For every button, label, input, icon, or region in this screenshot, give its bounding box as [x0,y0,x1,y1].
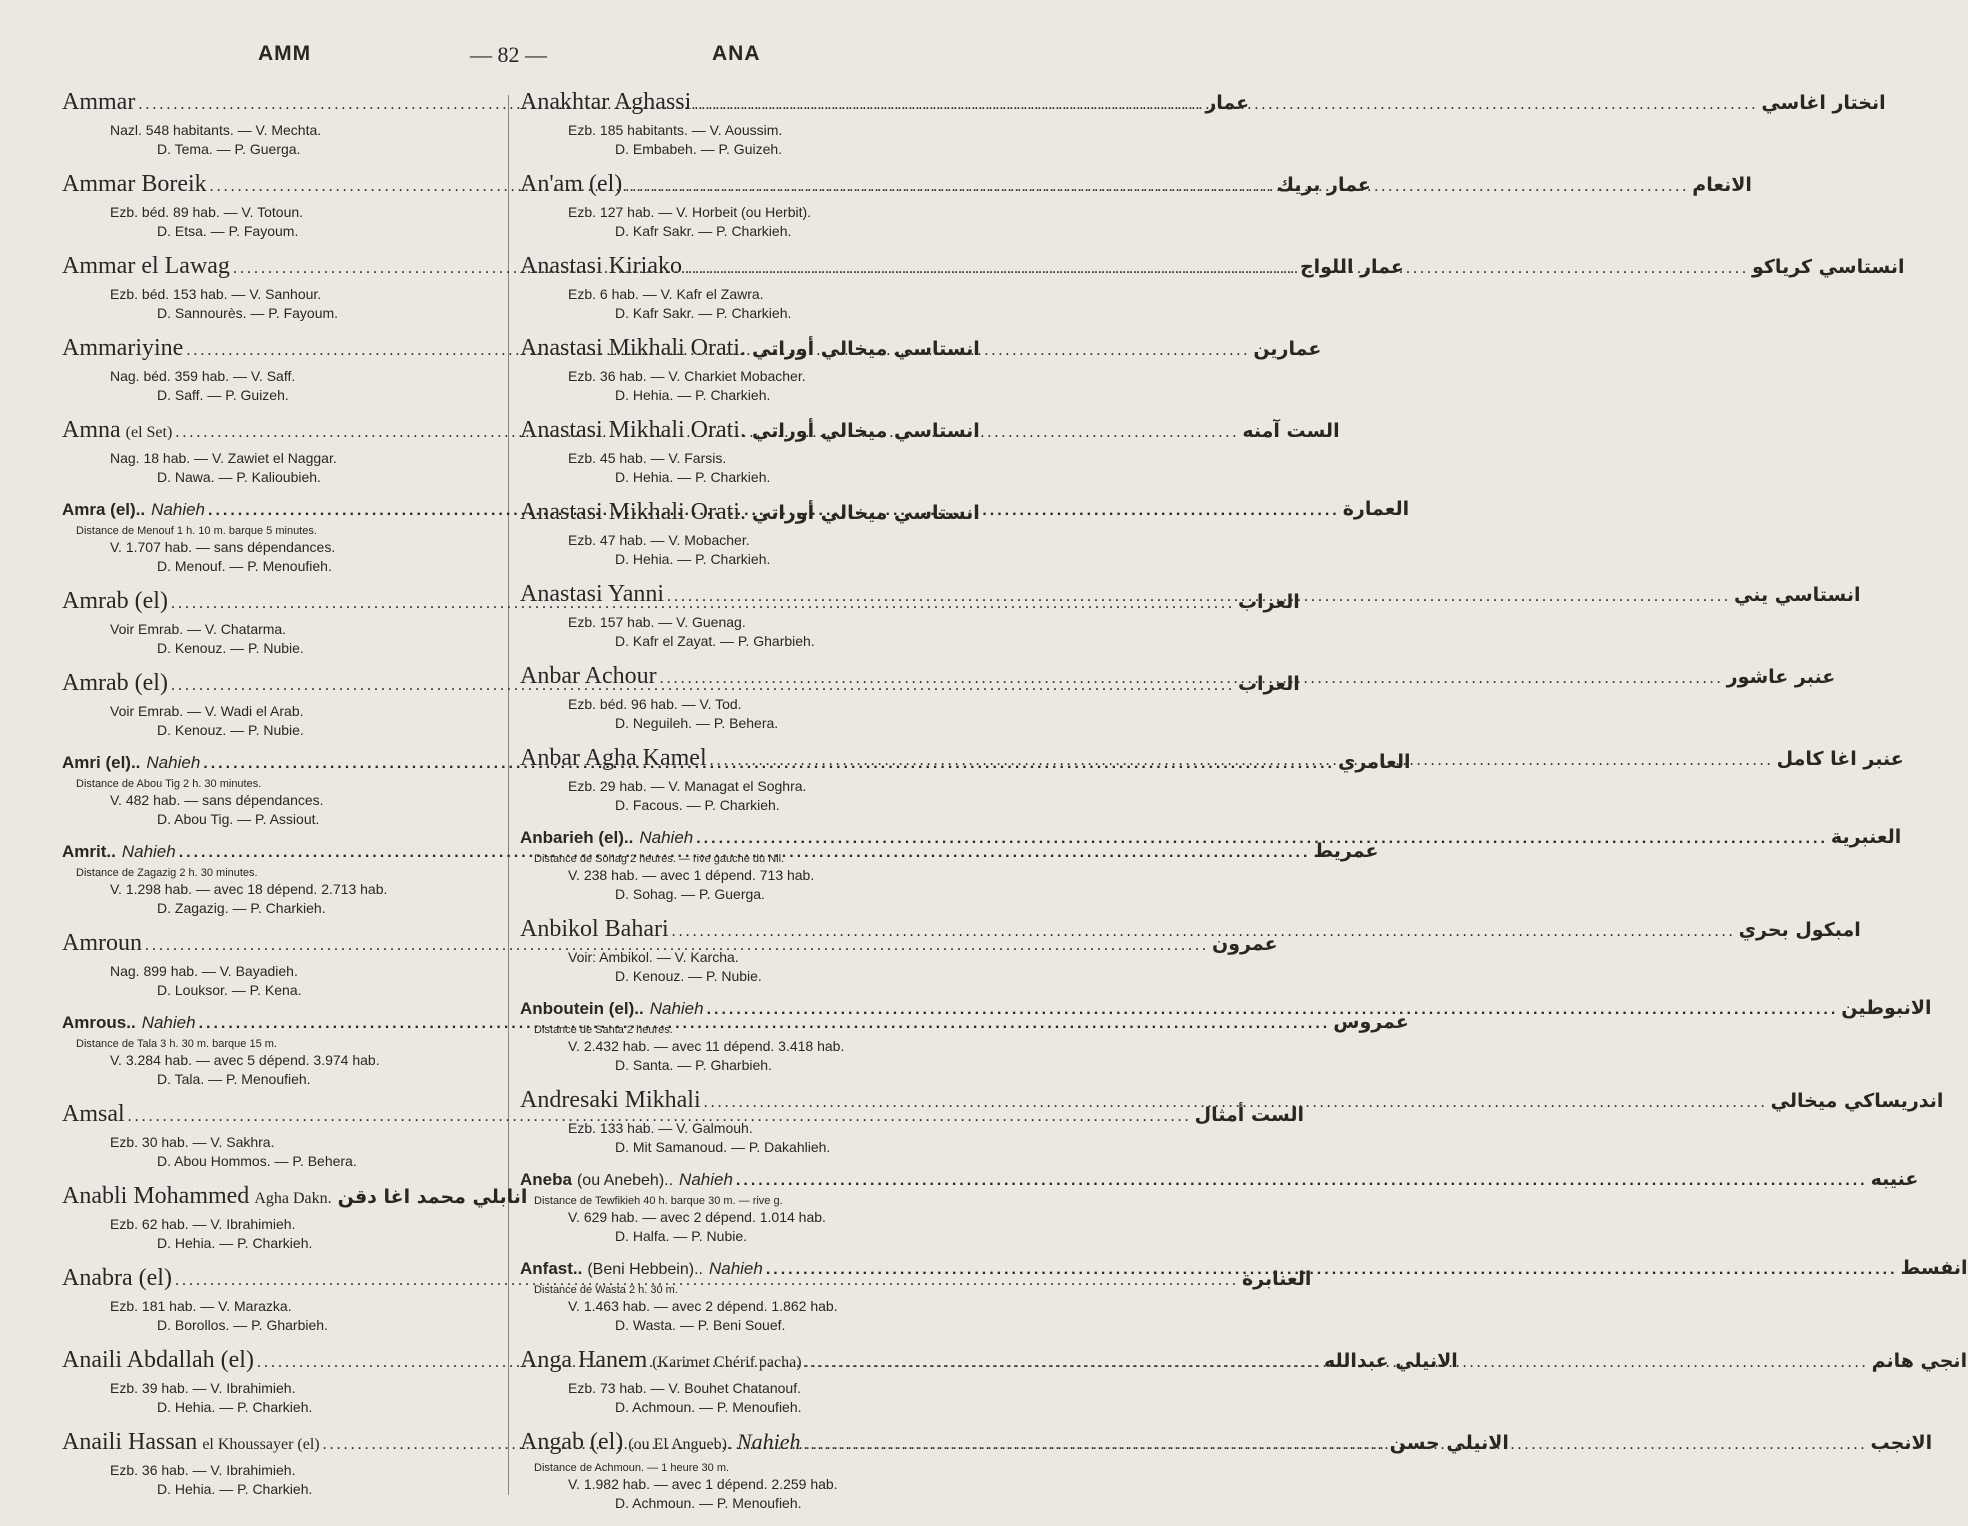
entry-spacer [520,904,958,913]
entry-details-line: Ezb. 39 hab. — V. Ibrahimieh. [110,1380,296,1396]
entry-arabic-name: انجي هانم [1871,1350,1968,1372]
entry-arabic-name: امبكول بحري [1738,919,1861,941]
entry-details-line: Ezb. 47 hab. — V. Mobacher. [568,532,750,548]
dot-leader [704,1087,1768,1119]
entry-type-label: Nahieh [121,842,176,861]
entry-district-line: D. Sohag. — P. Guerga. [615,886,765,902]
entry-district-line: D. Neguileh. — P. Behera. [615,715,779,731]
entry-district-line: D. Kenouz. — P. Nubie. [157,640,304,656]
dot-leader [667,581,1731,613]
entry-name: Anastasi Mikhali Orati. [520,499,746,525]
entry-name: Anbarieh (el).. [520,828,634,847]
entry-details-line: V. 1.707 hab. — sans dépendances. [110,539,336,555]
entry-arabic-name: عمروس [1333,1011,1409,1033]
entry-spacer [62,918,500,927]
entry-details-line: Ezb. 157 hab. — V. Guenag. [568,614,746,630]
entry-spacer [520,986,958,995]
entry-name: Anbar Agha Kamel [520,745,707,771]
entry-arabic-name: عمار اللواج [1299,256,1404,278]
entry-district-line: D. Saff. — P. Guizeh. [157,387,289,403]
entry-district-line: D. Achmoun. — P. Menoufieh. [615,1399,802,1415]
entry-type-label: Nahieh [141,1013,196,1032]
entry-type-label: Nahieh [151,500,206,519]
entry-spacer [520,323,958,332]
entry-details-line: Voir: Ambikol. — V. Karcha. [568,949,739,965]
entry-headword-line [520,496,980,531]
entry-district-line: D. Achmoun. — P. Menoufieh. [615,1495,802,1511]
entry-district-line: D. Borollos. — P. Gharbieh. [157,1317,328,1333]
dot-leader [685,253,1749,285]
entry-details-line: Ezb. 127 hab. — V. Horbeit (ou Herbit). [568,204,812,220]
entry-arabic-name: عمريط [1313,840,1379,862]
entry-spacer [62,487,500,496]
entry-spacer [520,1157,958,1166]
entry-name: An'am (el) [520,171,623,197]
entry-name: Anakhtar Aghassi [520,89,692,115]
entry-arabic-name: انابلي محمد اغا دقن [337,1186,528,1208]
entry-arabic-name: انستاسي يني [1734,584,1861,606]
entry-district-line: D. Hehia. — P. Charkieh. [157,1481,313,1497]
entry-district-line: D. Kenouz. — P. Nubie. [157,722,304,738]
entry-details-line: Ezb. 45 hab. — V. Farsis. [568,450,727,466]
entry-name: Andresaki Mikhali [520,1087,701,1113]
gazetteer-entry [520,496,980,569]
entry-arabic-name: اندريساكي ميخالي [1770,1090,1944,1112]
entry-details-line: V. 238 hab. — avec 1 dépend. 713 hab. [568,867,815,883]
entry-name: Anabra (el) [62,1265,172,1291]
entry-district-line: D. Kafr el Zayat. — P. Gharbieh. [615,633,815,649]
entry-district-line: D. Zagazig. — P. Charkieh. [157,900,326,916]
entry-arabic-name: انستاسي كرياكو [1751,256,1905,278]
entry-district-line: D. Hehia. — P. Charkieh. [157,1399,313,1415]
entry-type-label: Nahieh [736,1429,801,1454]
entry-name: Anboutein (el).. [520,999,644,1018]
entry-arabic-name: الست آمنه [1242,420,1340,442]
entry-spacer [62,658,500,667]
entry-spacer [62,241,500,250]
entry-name: Amsal [62,1101,125,1127]
entry-spacer [520,487,958,496]
entry-name: Amna [62,417,121,443]
entry-name-qualifier: (el Set) [125,424,173,441]
entry-name: Aneba [520,1170,572,1189]
entry-spacer [520,1335,958,1344]
entry-details-line: Voir Emrab. — V. Chatarma. [110,621,287,637]
entry-details-line: Ezb. 62 hab. — V. Ibrahimieh. [110,1216,296,1232]
entry-district-line: D. Kenouz. — P. Nubie. [615,968,762,984]
entry-details-line: V. 1.982 hab. — avec 1 dépend. 2.259 hab. [568,1476,838,1492]
entry-arabic-name: العنبرية [1830,826,1902,848]
entry-details-line: Nag. béd. 359 hab. — V. Saff. [110,368,296,384]
entry-name: Anabli Mohammed [62,1183,250,1209]
entry-district-line: D. Hehia. — P. Charkieh. [157,1235,313,1251]
dot-leader [625,171,1689,203]
entry-district-line: D. Hehia. — P. Charkieh. [615,469,771,485]
entry-details-line: V. 482 hab. — sans dépendances. [110,792,324,808]
entry-district-line: D. Abou Tig. — P. Assiout. [157,811,320,827]
dot-leader [805,1347,1869,1379]
entry-arabic-name: انستاسي ميخالي أوراتي [751,502,980,524]
entry-details-line: V. 3.284 hab. — avec 5 dépend. 3.974 hab. [110,1052,380,1068]
header-right-guide-word: ANA [712,42,761,65]
entry-details-line: Ezb. béd. 89 hab. — V. Totoun. [110,204,304,220]
entry-spacer [520,651,958,660]
entry-details-line: Nag. 18 hab. — V. Zawiet el Naggar. [110,450,337,466]
entry-details-line: Ezb. 30 hab. — V. Sakhra. [110,1134,275,1150]
entry-headword-line [520,332,980,367]
entry-district-line: D. Tala. — P. Menoufieh. [157,1071,311,1087]
entry-details-line: Ezb. béd. 96 hab. — V. Tod. [568,696,742,712]
entry-district-line: D. Hehia. — P. Charkieh. [615,387,771,403]
entry-name: Amrous.. [62,1013,136,1032]
gazetteer-entry [520,414,980,487]
entry-spacer [62,1335,500,1344]
entry-spacer [520,241,958,250]
entry-name: Ammar [62,89,136,115]
entry-district-line: D. Etsa. — P. Fayoum. [157,223,299,239]
entry-distance-note: Distance de Wasta 2 h. 30 m. [534,1284,678,1296]
entry-distance-note: Distance de Santa 2 heures. [534,1024,673,1036]
entry-distance-note: Distance de Menouf 1 h. 10 m. barque 5 minutes. [76,525,317,537]
entry-spacer [520,733,958,742]
entry-spacer [520,1246,958,1255]
entry-spacer [520,159,958,168]
dot-leader [710,745,1774,777]
dot-leader [804,1429,1868,1461]
entry-name: Amra (el).. [62,500,146,519]
entry-arabic-name: عمار [1205,92,1250,114]
entry-type-label: Nahieh [146,753,201,772]
entry-arabic-name: عنيبه [1870,1168,1919,1190]
entry-name-qualifier: (ou Anebeh).. [576,1172,674,1189]
entry-details-line: Ezb. 185 habitants. — V. Aoussim. [568,122,783,138]
entry-arabic-name: عنبر اغا كامل [1776,748,1904,770]
entry-district-line: D. Santa. — P. Gharbieh. [615,1057,772,1073]
entry-name: Ammariyine [62,335,184,361]
entry-district-line: D. Mit Samanoud. — P. Dakahlieh. [615,1139,831,1155]
entry-spacer [62,1499,500,1508]
entry-district-line: D. Louksor. — P. Kena. [157,982,302,998]
entry-headword-line [520,1166,1919,1194]
entry-spacer [62,159,500,168]
dot-leader [736,1168,1868,1194]
entry-name-qualifier: (ou El Angueb). [628,1436,731,1453]
entry-distance-note: Distance de Abou Tig 2 h. 30 minutes. [76,778,262,790]
entry-name-qualifier: Agha Dakn. [254,1190,332,1207]
dot-leader [707,997,1839,1023]
dot-leader [694,89,1758,121]
entry-headword-line [62,1180,528,1215]
entry-district-line: D. Hehia. — P. Charkieh. [615,551,771,567]
entry-spacer [62,1417,500,1426]
entry-name-qualifier: el Khoussayer (el) [202,1436,320,1453]
entry-name-qualifier: (Beni Hebbein).. [587,1261,703,1278]
entry-distance-note: Distance de Zagazig 2 h. 30 minutes. [76,867,258,879]
entry-details-line: Ezb. 133 hab. — V. Galmouh. [568,1120,753,1136]
entry-arabic-name: الست أمثال [1194,1104,1305,1126]
entry-type-label: Nahieh [679,1170,733,1189]
entry-details-line: Voir Emrab. — V. Wadi el Arab. [110,703,304,719]
entry-arabic-name: العامري [1337,751,1411,773]
entry-name: Anaili Hassan [62,1429,198,1455]
entry-arabic-name: عمرون [1212,933,1278,955]
entry-district-line: D. Sannourès. — P. Fayoum. [157,305,339,321]
entry-type-label: Nahieh [649,999,704,1018]
dot-leader [672,916,1736,948]
entry-arabic-name: انستاسي ميخالي أوراتي [751,420,980,442]
entry-spacer [62,1253,500,1262]
entry-arabic-name: العنابرة [1241,1268,1312,1290]
entry-distance-note: Distance de Tala 3 h. 30 m. barque 15 m. [76,1038,277,1050]
entry-spacer [62,829,500,838]
entry-arabic-name: الانجب [1870,1432,1933,1454]
entry-spacer [520,569,958,578]
entry-arabic-name: الانيلي عبدالله [1323,1350,1458,1372]
entry-district-line: D. Halfa. — P. Nubie. [615,1228,748,1244]
header-left-guide-word: AMM [258,42,312,65]
dot-leader [766,1257,1898,1283]
entry-distance-note: Distance de Tewfikieh 40 h. barque 30 m. — rive g. [534,1195,783,1207]
entry-name: Anastasi Mikhali Orati. [520,335,746,361]
gazetteer-entry [520,332,980,405]
dot-leader [660,663,1724,695]
entry-district-line: D. Wasta. — P. Beni Souef. [615,1317,786,1333]
entry-spacer [520,815,958,824]
entry-name: Amroun [62,930,142,956]
entry-arabic-name: الانبوطين [1841,997,1932,1019]
entry-name: Anastasi Yanni [520,581,665,607]
entry-spacer [62,1171,500,1180]
entry-spacer [520,405,958,414]
entry-spacer [62,1089,500,1098]
entry-name: Anbikol Bahari [520,916,669,942]
entry-spacer [520,1417,958,1426]
entry-spacer [520,1513,958,1522]
page-number: — 82 — [470,42,547,67]
entry-name: Amri (el).. [62,753,141,772]
entry-arabic-name: عمار بريك [1276,174,1371,196]
entry-distance-note: Distance de Sohag 2 heures. — rive gauche du Nil. [534,853,785,865]
entry-details-line: Ezb. 36 hab. — V. Ibrahimieh. [110,1462,296,1478]
entry-headword-line [520,414,980,449]
entry-name: Anastasi Mikhali Orati. [520,417,746,443]
entry-details-line: Ezb. 36 hab. — V. Charkiet Mobacher. [568,368,806,384]
entry-name: Anaili Abdallah (el) [62,1347,254,1373]
gazetteer-entry [520,1166,1919,1246]
entry-district-line: D. Facous. — P. Charkieh. [615,797,780,813]
entry-details-line: Ezb. 181 hab. — V. Marazka. [110,1298,292,1314]
entry-district-line: D. Menouf. — P. Menoufieh. [157,558,332,574]
entry-district-line: D. Embabeh. — P. Guizeh. [615,141,783,157]
entry-arabic-name: انختار اغاسي [1761,92,1886,114]
entry-district-line: D. Nawa. — P. Kalioubieh. [157,469,321,485]
entry-district-line: D. Tema. — P. Guerga. [157,141,301,157]
page-header [0,42,1000,74]
entry-district-line: D. Abou Hommos. — P. Behera. [157,1153,357,1169]
entry-name: Ammar el Lawag [62,253,230,279]
entry-details-line: V. 629 hab. — avec 2 dépend. 1.014 hab. [568,1209,826,1225]
entry-spacer [62,740,500,749]
entry-name-qualifier: (Karimet Chérif pacha) [652,1354,802,1371]
entry-spacer [62,323,500,332]
entry-spacer [520,1075,958,1084]
entry-spacer [62,576,500,585]
entry-arabic-name: العمارة [1342,498,1410,520]
entry-arabic-name: العراب [1237,591,1300,613]
entry-arabic-name: الانعام [1692,174,1752,196]
entry-details-line: Ezb. 29 hab. — V. Managat el Soghra. [568,778,807,794]
entry-arabic-name: انستاسي ميخالي أوراتي [751,338,980,360]
entry-name: Anastasi Kiriako [520,253,682,279]
entry-details-line: Ezb. 6 hab. — V. Kafr el Zawra. [568,286,764,302]
entry-arabic-name: عمارين [1253,338,1322,360]
entry-name: Amrab (el) [62,588,168,614]
entry-details-line: Nazl. 548 habitants. — V. Mechta. [110,122,322,138]
entry-arabic-name: الانيلي حسن [1389,1432,1509,1454]
entry-name: Angab (el) [520,1429,624,1455]
entry-details-line: Ezb. béd. 153 hab. — V. Sanhour. [110,286,322,302]
dot-leader [696,826,1828,852]
entry-name: Anga Hanem [520,1347,648,1373]
entry-type-label: Nahieh [639,828,694,847]
entry-details-line: V. 2.432 hab. — avec 11 dépend. 3.418 hab. [568,1038,845,1054]
entry-name: Amrab (el) [62,670,168,696]
entry-type-label: Nahieh [708,1259,763,1278]
entry-name: Amrit.. [62,842,116,861]
entry-arabic-name: عنبر عاشور [1726,666,1836,688]
entry-distance-note: Distance de Achmoun. — 1 heure 30 m. [534,1462,730,1474]
entry-arabic-name: انفسط [1900,1257,1968,1279]
entry-spacer [62,405,500,414]
gazetteer-entry [62,1180,528,1253]
entry-district-line: D. Kafr Sakr. — P. Charkieh. [615,223,792,239]
entry-details-line: Ezb. 73 hab. — V. Bouhet Chatanouf. [568,1380,801,1396]
entry-arabic-name: العراب [1237,673,1300,695]
entry-details-line: V. 1.463 hab. — avec 2 dépend. 1.862 hab. [568,1298,838,1314]
entry-details-line: Nag. 899 hab. — V. Bayadieh. [110,963,298,979]
entry-district-line: D. Kafr Sakr. — P. Charkieh. [615,305,792,321]
entry-spacer [62,1000,500,1009]
entry-name: Anfast.. [520,1259,583,1278]
entry-details-line: V. 1.298 hab. — avec 18 dépend. 2.713 hab. [110,881,388,897]
entry-name: Anbar Achour [520,663,657,689]
entry-name: Ammar Boreik [62,171,207,197]
